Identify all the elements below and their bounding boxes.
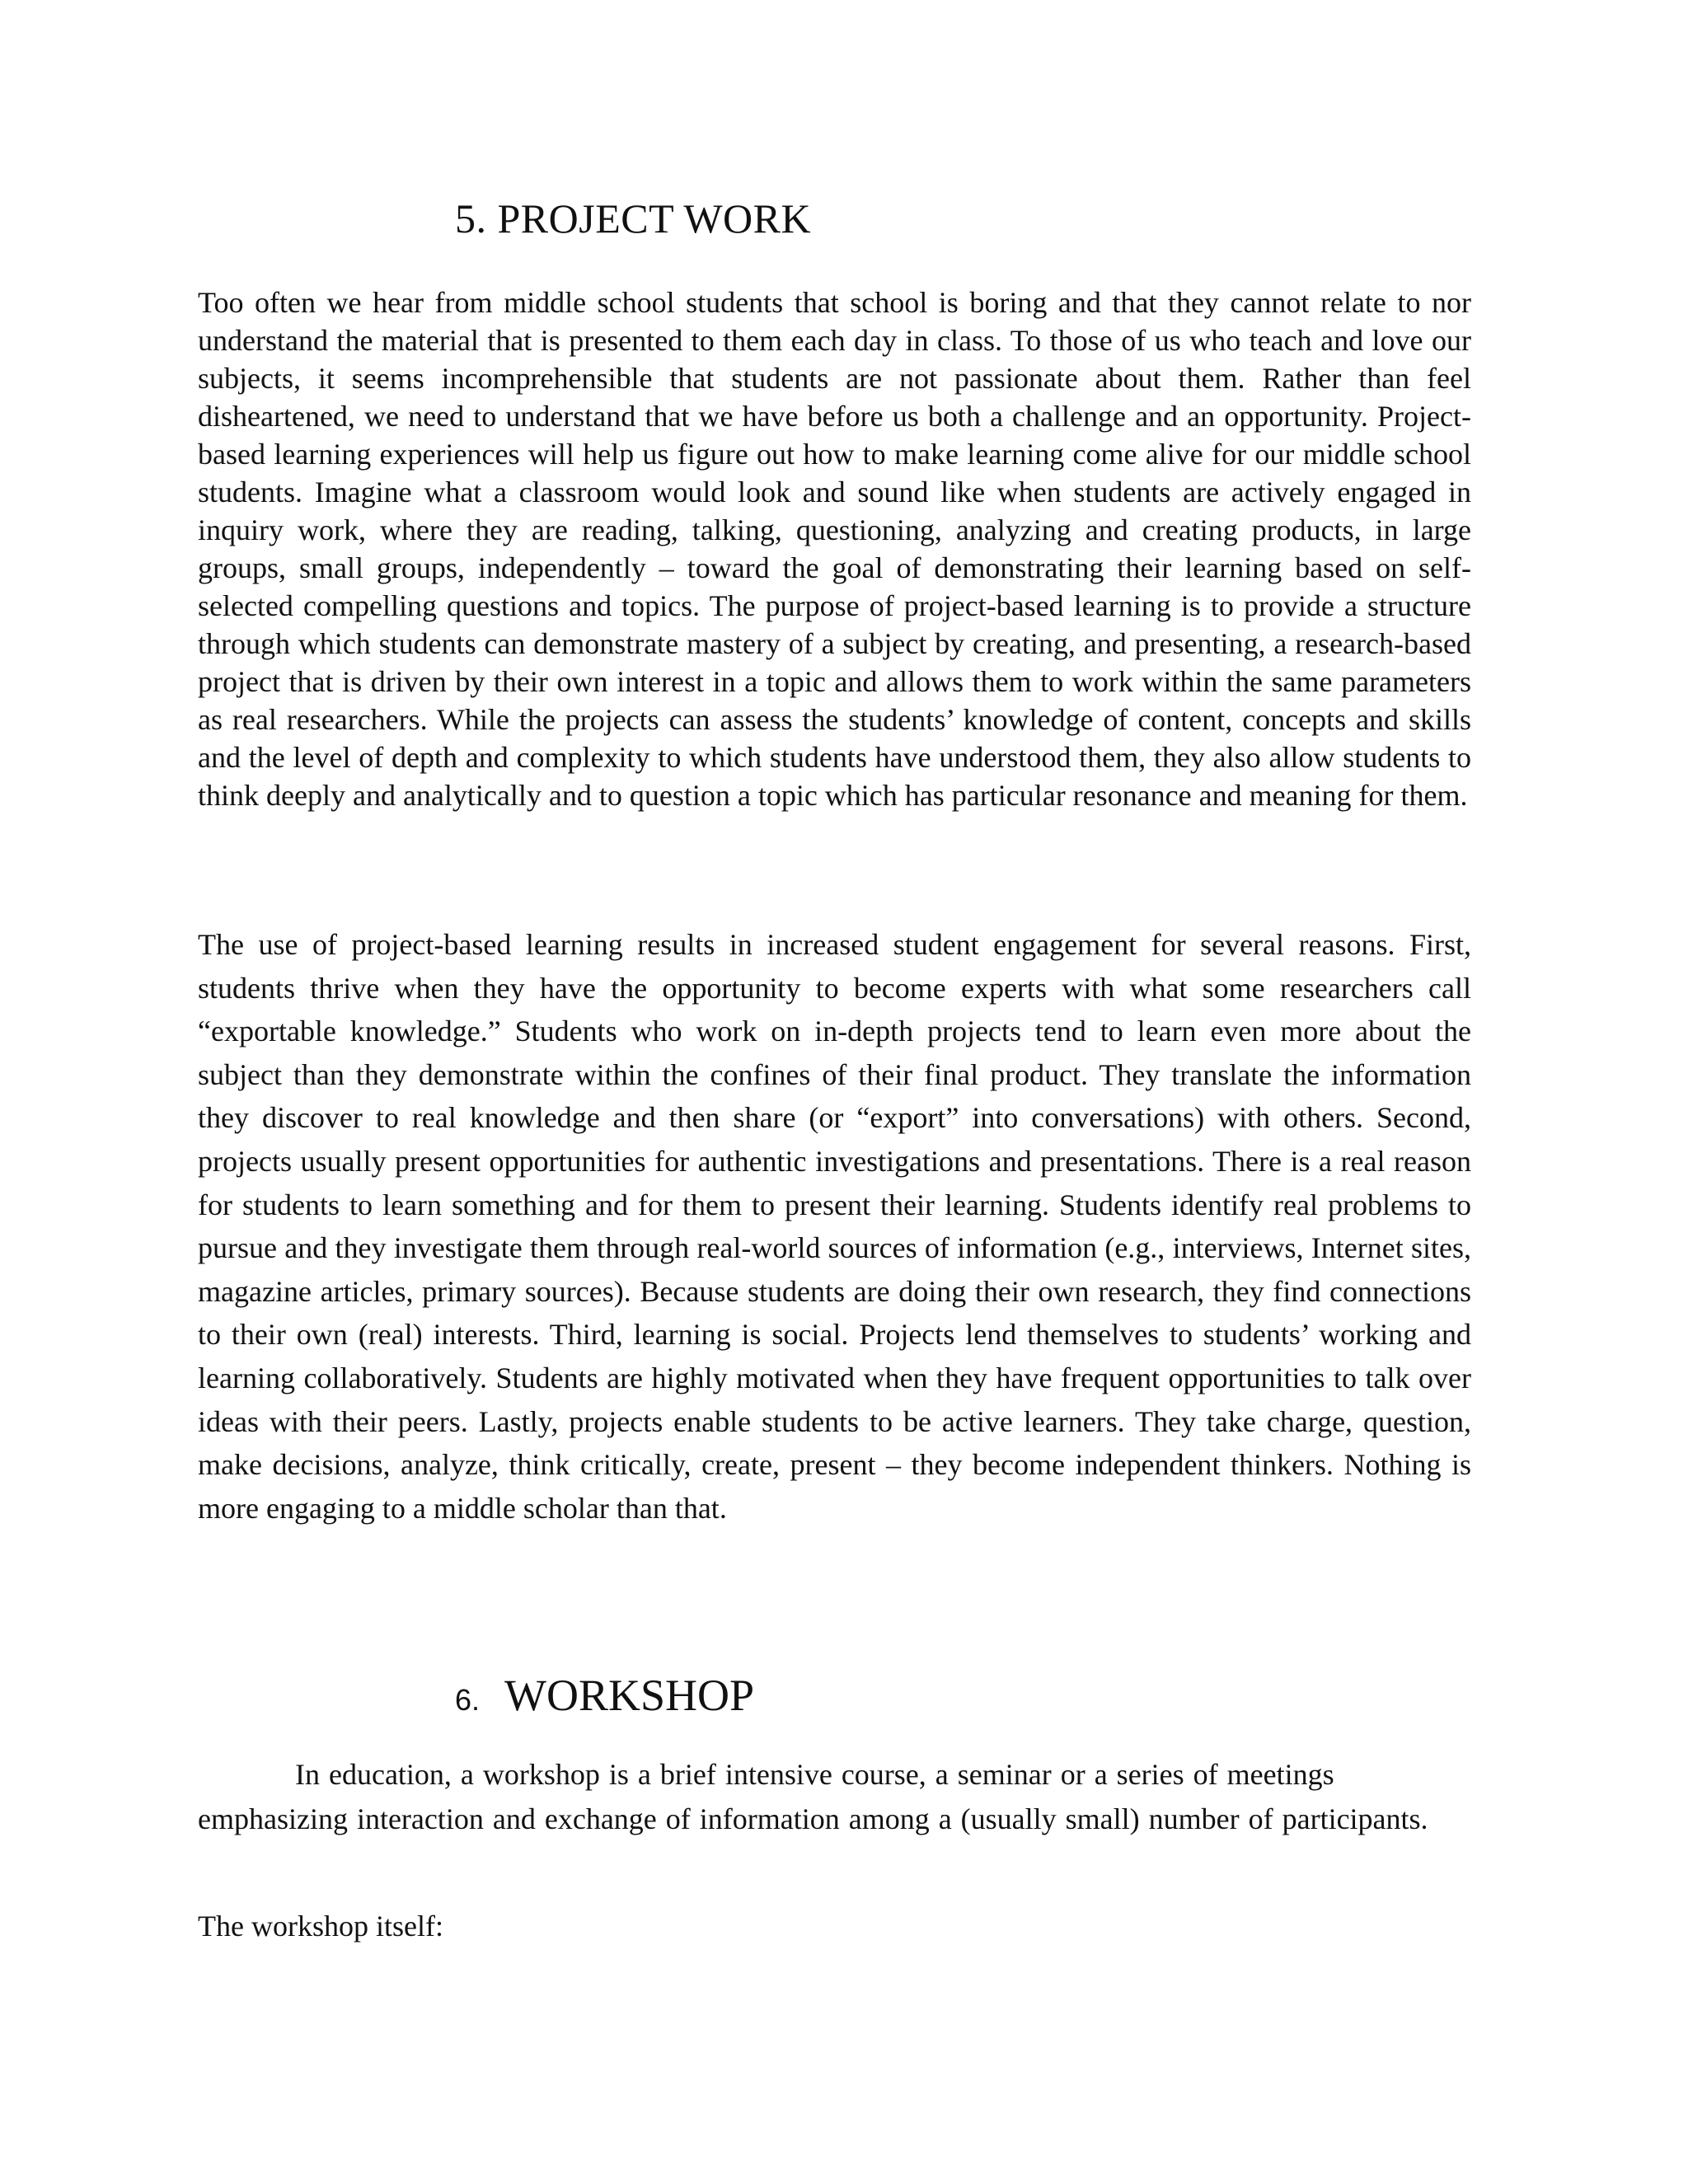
section-number: 6.: [455, 1683, 481, 1717]
workshop-paragraph-1: In education, a workshop is a brief intensive course, a seminar or a series of meetings emphasizing interaction and exchange of information among a (usually small) number of participants.: [198, 1758, 1428, 1835]
section-heading-workshop: [455, 1670, 754, 1721]
project-work-paragraph-1: Too often we hear from middle school students that school is boring and that they cannot relate to nor understand the material that is presented to them each day in class. To those of us who teach and love our subjects, it seems incomprehensible that students are not passionate about them. Rather than feel disheartened, we need to understand that we have before us both a challenge and an opportunity. Project-based learning experiences will help us figure out how to make learning come alive for our middle school students. Imagine what a classroom would look and sound like when students are actively engaged in inquiry work, where they are reading, talking, questioning, analyzing and creating products, in large groups, small groups, independently – toward the goal of demonstrating their learning based on self-selected compelling questions and topics. The purpose of project-based learning is to provide a structure through which students can demonstrate mastery of a subject by creating, and presenting, a research-based project that is driven by their own interest in a topic and allows them to work within the same parameters as real researchers. While the projects can assess the students’ knowledge of content, concepts and skills and the level of depth and complexity to which students have understood them, they also allow students to think deeply and analytically and to question a topic which has particular resonance and meaning for them.: [198, 286, 1471, 812]
workshop-paragraph-2: The workshop itself:: [198, 1910, 443, 1943]
section-heading-project-work: 5. PROJECT WORK: [455, 195, 812, 241]
section-title: WORKSHOP: [504, 1671, 755, 1720]
project-work-paragraph-2: The use of project-based learning results in increased student engagement for several reasons. First, students thrive when they have the opportunity to become experts with what some researchers call “exportable knowledge.” Students who work on in-depth projects tend to learn even more about the subject than they demonstrate within the confines of their final product. They translate the information they discover to real knowledge and then share (or “export” into conversations) with others. Second, projects usually present opportunities for authentic investigations and presentations. There is a real reason for students to learn something and for them to present their learning. Students identify real problems to pursue and they investigate them through real-world sources of information (e.g., interviews, Internet sites, magazine articles, primary sources). Because students are doing their own research, they find connections to their own (real) interests. Third, learning is social. Projects lend themselves to students’ working and learning collaboratively. Students are highly motivated when they have frequent opportunities to talk over ideas with their peers. Lastly, projects enable students to be active learners. They take charge, question, make decisions, analyze, think critically, create, present – they become independent thinkers. Nothing is more engaging to a middle scholar than that.: [198, 928, 1471, 1525]
